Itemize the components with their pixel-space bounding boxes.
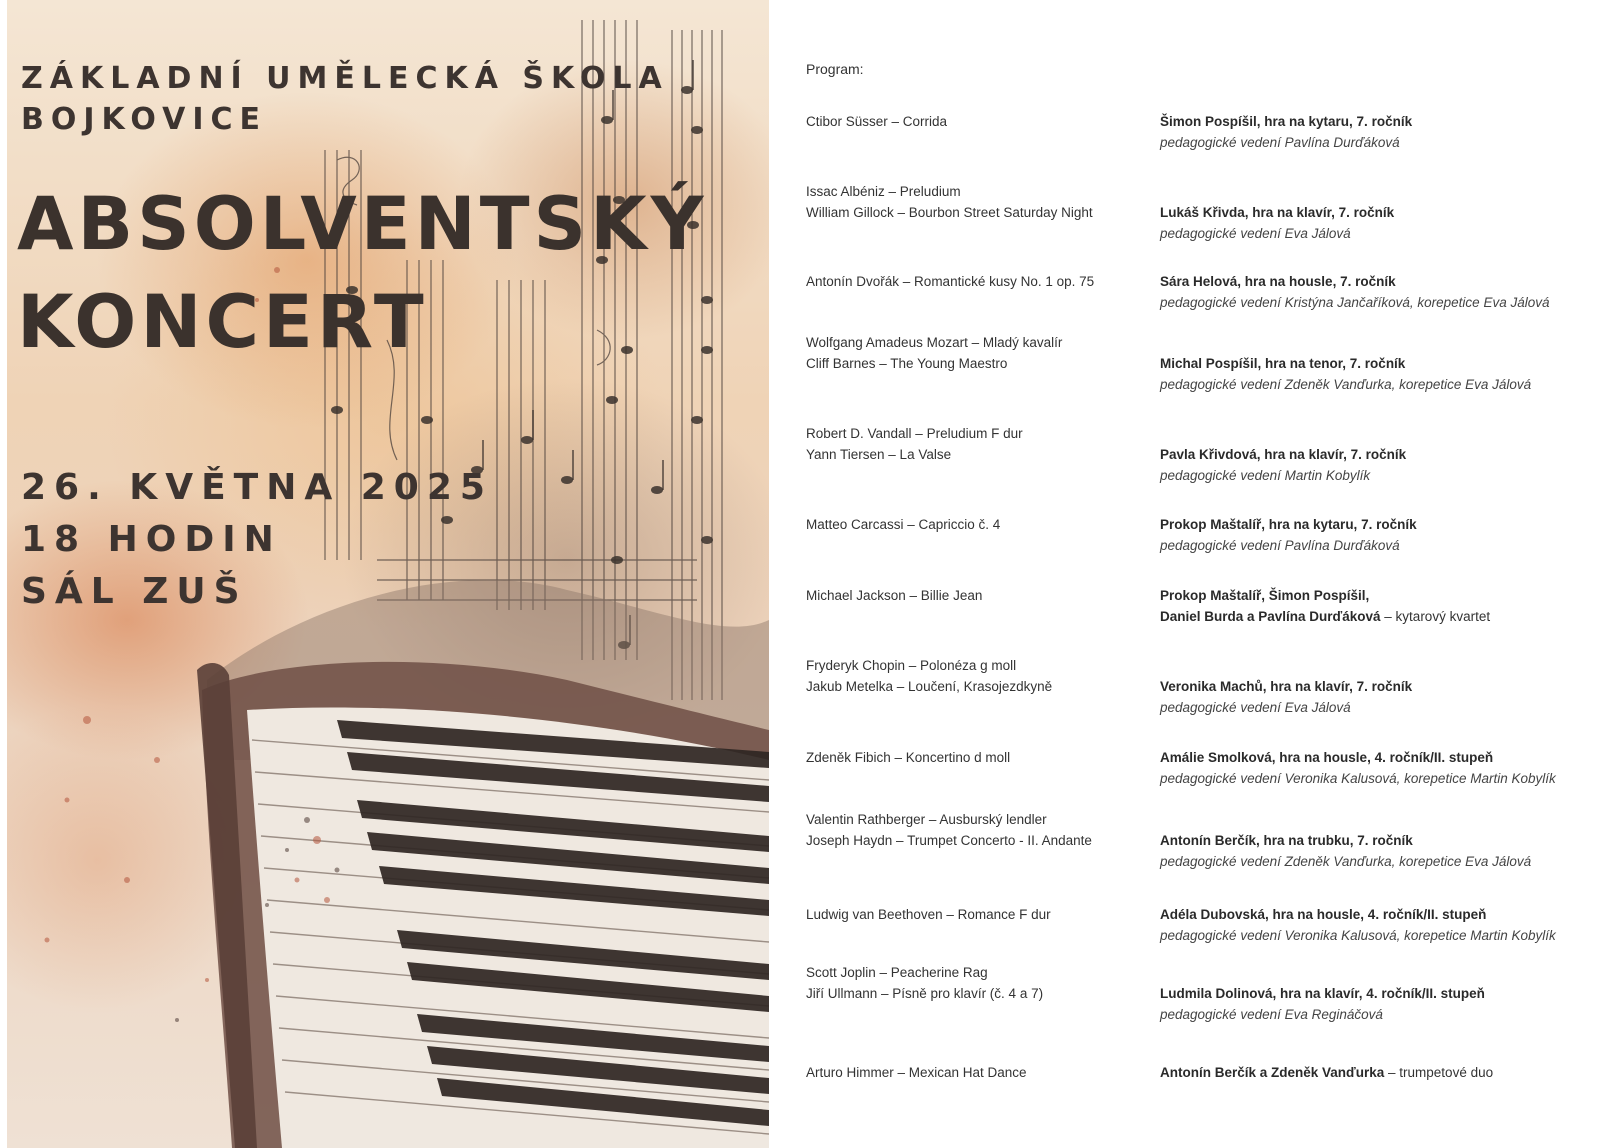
composition-list [806,272,1146,293]
composition-list [806,656,1146,697]
composition: William Gillock – Bourbon Street Saturday Night [806,204,1093,220]
event-date: 26. KVĚTNA 2025 [21,467,493,508]
performer: Sára Helová, hra na housle, 7. ročník [1160,274,1396,289]
concert-title-line: ABSOLVENTSKÝ [17,182,708,267]
performer-block [1160,1063,1600,1084]
composition-list [806,182,1146,223]
performer: Ludmila Dolinová, hra na klavír, 4. ročník/II. stupeň [1160,986,1485,1001]
school-name-line: BOJKOVICE [21,102,268,137]
composition: Wolfgang Amadeus Mozart – Mladý kavalír [806,335,1063,350]
teacher: pedagogické vedení Kristýna Jančaříková, korepetice Eva Jálová [1160,294,1550,310]
teacher: pedagogické vedení Veronika Kalusová, korepetice Martin Kobylík [1160,927,1556,943]
composition: Cliff Barnes – The Young Maestro [806,355,1008,371]
performer: Prokop Maštalíř, Šimon Pospíšil, [1160,588,1370,603]
performer-block [1160,831,1600,872]
performer: Pavla Křivdová, hra na klavír, 7. ročník [1160,447,1407,462]
performer: Antonín Berčík, hra na trubku, 7. ročník [1160,833,1413,848]
composition: Ctibor Süsser – Corrida [806,114,948,129]
teacher: pedagogické vedení Zdeněk Vanďurka, korepetice Eva Jálová [1160,853,1532,869]
composition-list [806,748,1146,769]
performer-block [1160,586,1600,627]
performer: Lukáš Křivda, hra na klavír, 7. ročník [1160,205,1395,220]
performer-block [1160,748,1600,789]
teacher: pedagogické vedení Zdeněk Vanďurka, korepetice Eva Jálová [1160,376,1532,392]
ensemble-type: – trumpetové duo [1384,1065,1494,1080]
program-item [0,515,1600,575]
performer: Antonín Berčík a Zdeněk Vanďurka [1160,1065,1385,1080]
teacher: pedagogické vedení Martin Kobylík [1160,467,1371,483]
composition-list [806,1063,1146,1084]
performer: Prokop Maštalíř, hra na kytaru, 7. ročník [1160,517,1417,532]
composition: Fryderyk Chopin – Polonéza g moll [806,658,1017,673]
composition: Yann Tiersen – La Valse [806,446,952,462]
performer: Daniel Burda a Pavlína Durďáková [1160,608,1381,624]
performer-block [1160,203,1600,244]
program-item [0,748,1600,808]
concert-title-line: KONCERT [17,280,428,365]
program-item [0,333,1600,393]
composition-list [806,586,1146,607]
composition: Valentin Rathberger – Ausburský lendler [806,812,1047,827]
ensemble-type: – kytarový kvartet [1380,608,1491,624]
performer-block [1160,905,1600,946]
performer: Amálie Smolková, hra na housle, 4. ročník/II. stupeň [1160,750,1494,765]
composition: Arturo Himmer – Mexican Hat Dance [806,1065,1027,1080]
composition-list [806,905,1146,926]
program-item [0,810,1600,870]
teacher: pedagogické vedení Pavlína Durďáková [1160,134,1400,150]
teacher: pedagogické vedení Veronika Kalusová, korepetice Martin Kobylík [1160,770,1556,786]
composition-list [806,515,1146,536]
program-item [0,424,1600,484]
school-name-line: ZÁKLADNÍ UMĚLECKÁ ŠKOLA [21,61,669,96]
composition: Issac Albéniz – Preludium [806,184,961,199]
composition-list [806,963,1146,1004]
program-item [0,656,1600,716]
performer: Michal Pospíšil, hra na tenor, 7. ročník [1160,356,1406,371]
performer-block [1160,515,1600,556]
program-item [0,112,1600,172]
composition: Robert D. Vandall – Preludium F dur [806,426,1023,441]
composition: Joseph Haydn – Trumpet Concerto - II. Andante [806,832,1092,848]
teacher: pedagogické vedení Eva Regináčová [1160,1006,1383,1022]
composition: Scott Joplin – Peacherine Rag [806,965,988,980]
performer-block [1160,272,1600,313]
composition: Michael Jackson – Billie Jean [806,588,983,603]
program-item [0,272,1600,332]
performer: Šimon Pospíšil, hra na kytaru, 7. ročník [1160,114,1413,129]
event-time: 18 HODIN [21,519,282,560]
performer: Adéla Dubovská, hra na housle, 4. ročník/II. stupeň [1160,907,1487,922]
program-item [0,1063,1600,1123]
composition: Ludwig van Beethoven – Romance F dur [806,907,1051,922]
teacher: pedagogické vedení Eva Jálová [1160,225,1351,241]
composition: Jakub Metelka – Loučení, Krasojezdkyně [806,678,1053,694]
teacher: pedagogické vedení Pavlína Durďáková [1160,537,1400,553]
composition-list [806,424,1146,465]
program-label: Program: [806,61,864,77]
performer-block [1160,445,1600,486]
composition: Jiří Ullmann – Písně pro klavír (č. 4 a 7) [806,985,1044,1001]
performer-block [1160,984,1600,1025]
composition: Zdeněk Fibich – Koncertino d moll [806,750,1011,765]
composition: Antonín Dvořák – Romantické kusy No. 1 op. 75 [806,274,1095,289]
composition-list [806,810,1146,851]
performer-block [1160,112,1600,153]
performer: Veronika Machů, hra na klavír, 7. ročník [1160,679,1413,694]
performer-block [1160,677,1600,718]
program-item [0,963,1600,1023]
program-item [0,586,1600,646]
program-item [0,905,1600,965]
composition-list [806,333,1146,374]
performer-block [1160,354,1600,395]
composition: Matteo Carcassi – Capriccio č. 4 [806,517,1001,532]
event-venue: SÁL ZUŠ [21,571,248,612]
composition-list [806,112,1146,133]
teacher: pedagogické vedení Eva Jálová [1160,699,1351,715]
program-item [0,182,1600,242]
